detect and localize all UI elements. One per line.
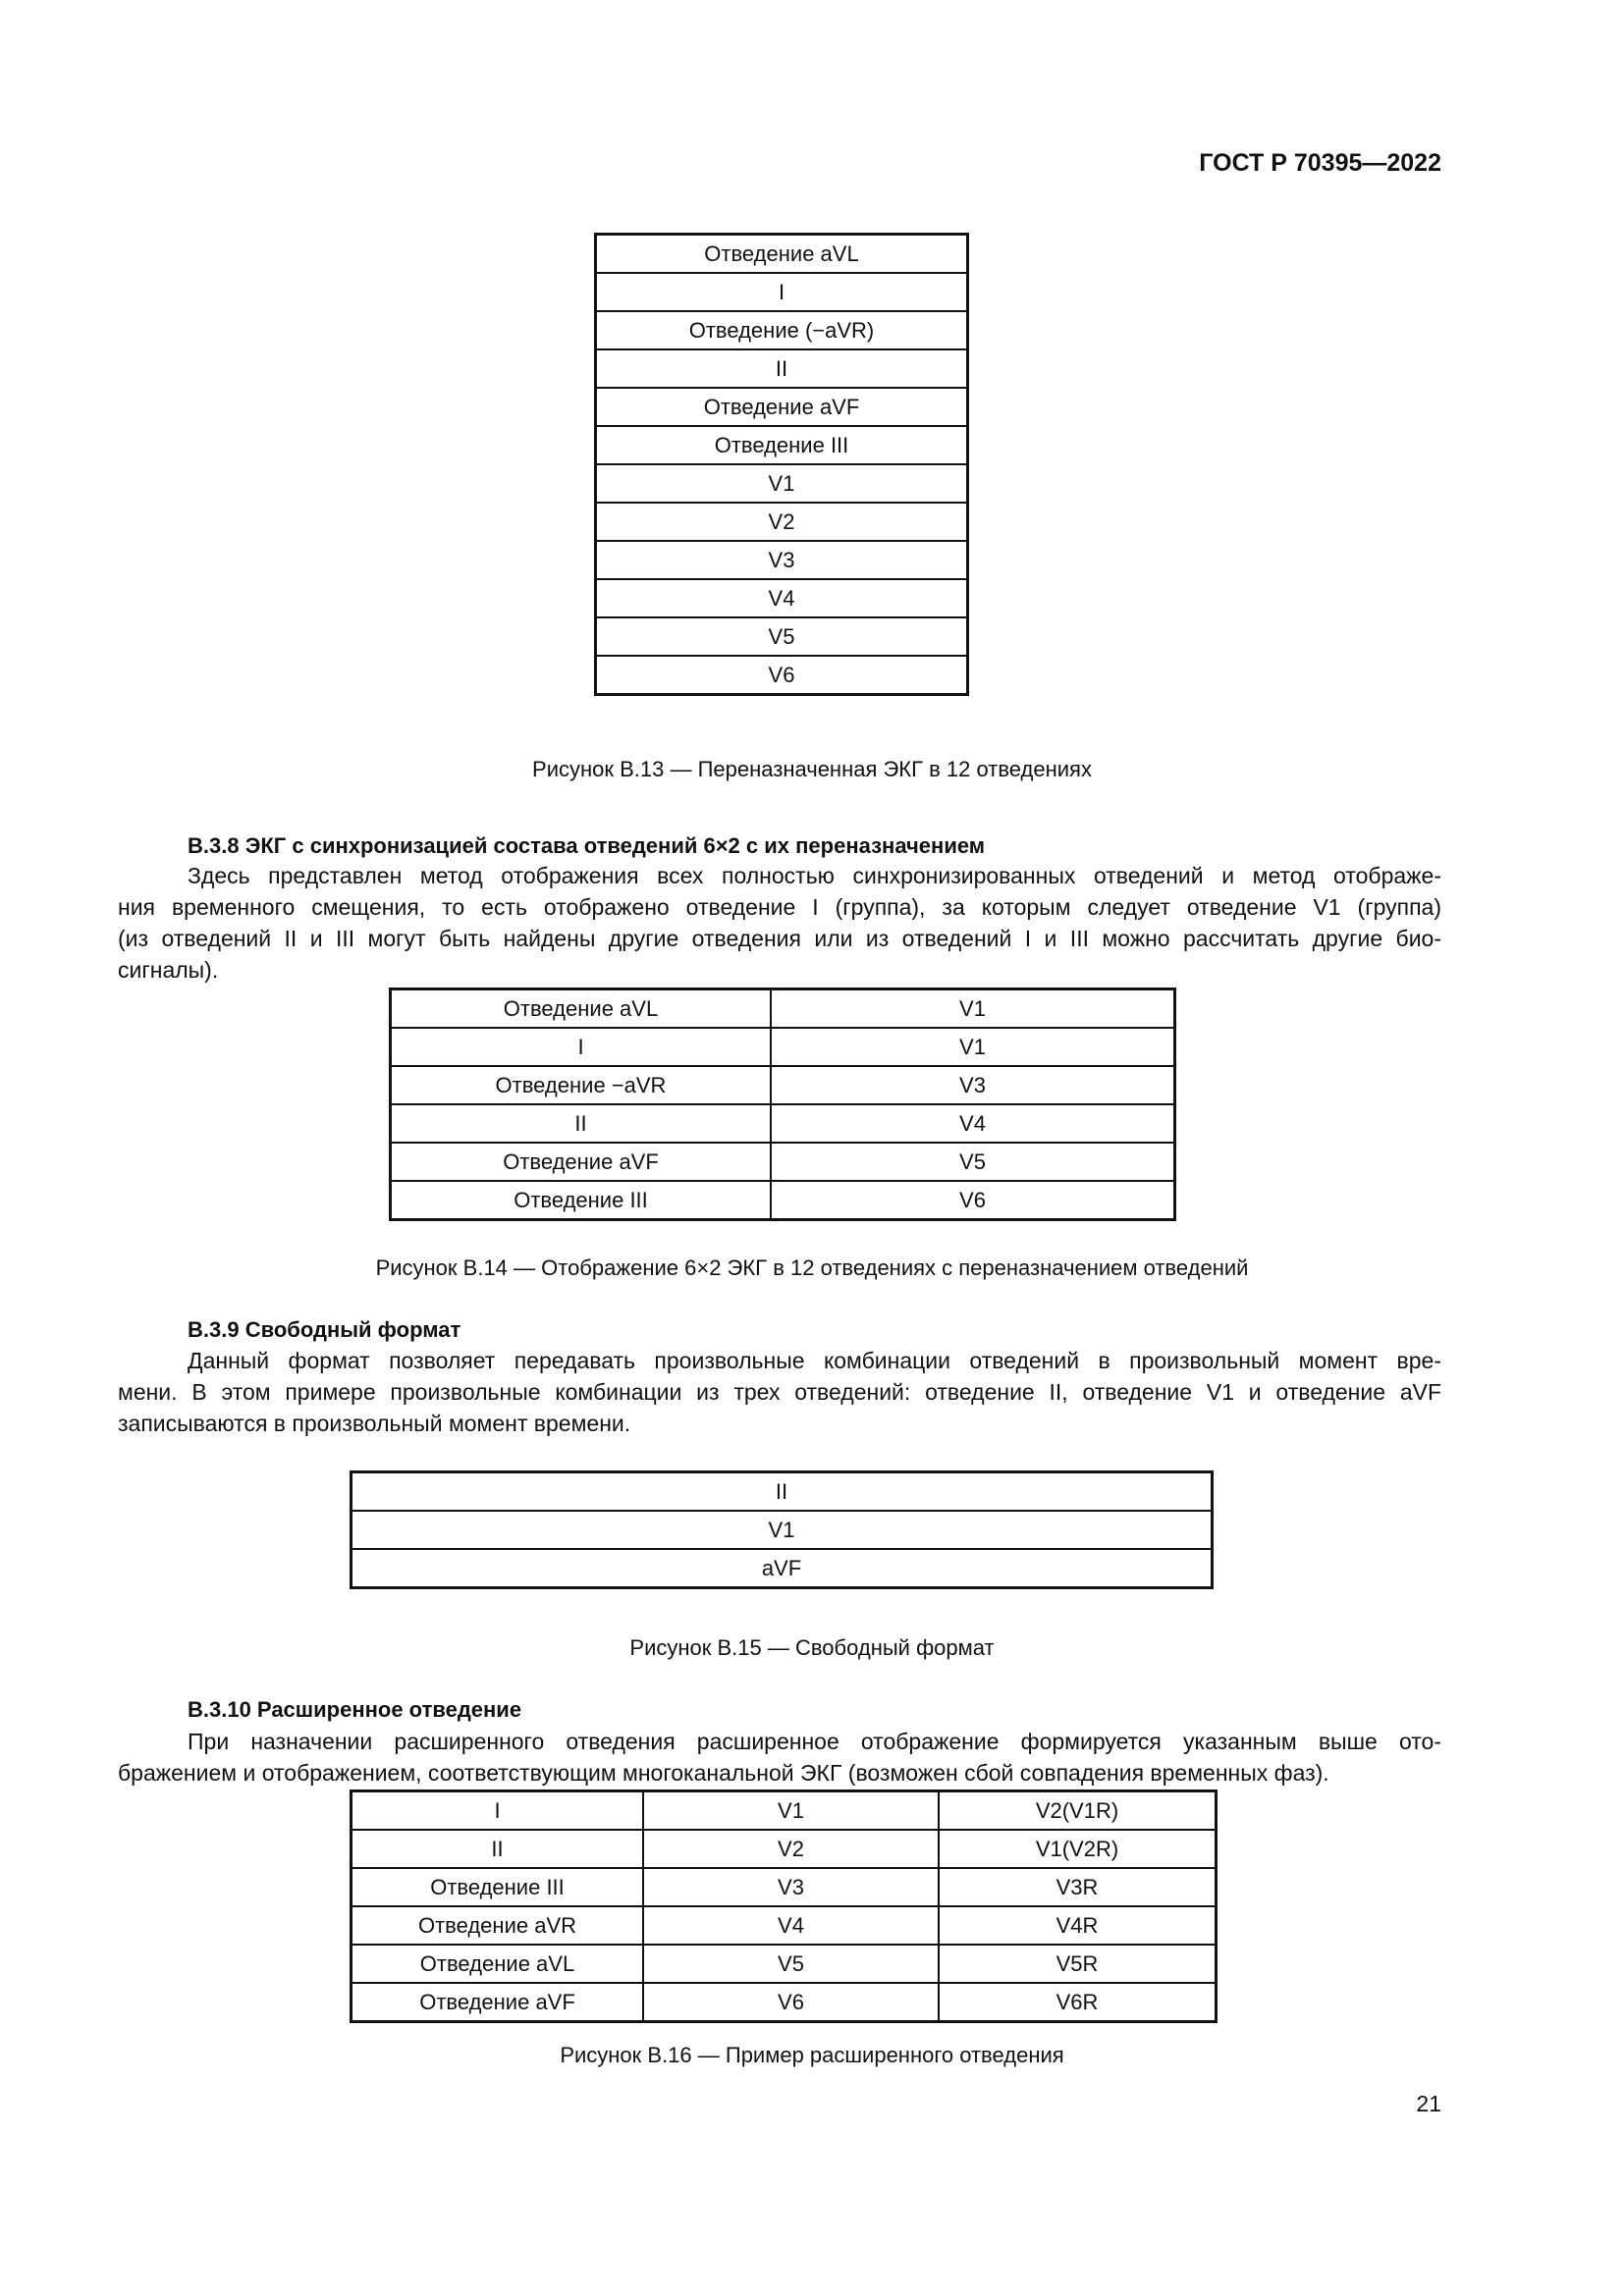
table-cell: V4 <box>643 1906 939 1945</box>
table-row <box>596 273 968 311</box>
paragraph-line: Здесь представлен метод отображения всех полностью синхронизированных отведений и метод отображе- <box>188 863 1441 888</box>
table-cell: Отведение aVR <box>352 1906 644 1945</box>
paragraph-line: (из отведений II и III могут быть найдены другие отведения или из отведений I и III можно рассчитать другие био- <box>118 926 1441 951</box>
table-cell: V2(V1R) <box>939 1791 1217 1831</box>
table-cell: V1 <box>352 1511 1213 1549</box>
table-row <box>391 1181 1175 1220</box>
table-cell: V6 <box>643 1983 939 2022</box>
table-row <box>596 311 968 349</box>
table-row <box>352 1791 1217 1831</box>
table-cell: I <box>352 1791 644 1831</box>
table-row <box>352 1549 1213 1588</box>
table-cell: V1 <box>596 464 968 503</box>
table-row <box>352 1945 1217 1983</box>
figure-b16-table <box>350 1789 1218 2023</box>
table-cell: V5 <box>771 1143 1175 1181</box>
table-cell: V5R <box>939 1945 1217 1983</box>
table-row <box>352 1868 1217 1906</box>
table-cell: Отведение aVF <box>352 1983 644 2022</box>
table-cell: Отведение −aVR <box>391 1066 772 1104</box>
table-cell: Отведение aVL <box>596 235 968 274</box>
table-cell: I <box>391 1028 772 1066</box>
table-row <box>596 656 968 695</box>
table-cell: V1 <box>771 1028 1175 1066</box>
table-cell: Отведение III <box>596 426 968 464</box>
table-cell: V2 <box>596 503 968 541</box>
paragraph-b310 <box>118 1726 1441 1789</box>
table-row <box>596 503 968 541</box>
table-row <box>391 1028 1175 1066</box>
table-cell: V2 <box>643 1830 939 1868</box>
table-row <box>352 1983 1217 2022</box>
table-row <box>391 1104 1175 1143</box>
table-cell: V3 <box>643 1868 939 1906</box>
paragraph-b39 <box>118 1345 1441 1439</box>
table-cell: V1 <box>643 1791 939 1831</box>
table-cell: II <box>391 1104 772 1143</box>
table-cell: I <box>596 273 968 311</box>
caption-b14: Рисунок В.14 — Отображение 6×2 ЭКГ в 12 отведениях с переназначением отведений <box>375 1255 1249 1280</box>
table-row <box>596 235 968 274</box>
paragraph-line: ния временного смещения, то есть отображено отведение I (группа), за которым следует отведение V1 (группа) <box>118 894 1441 920</box>
table-cell: V4 <box>771 1104 1175 1143</box>
paragraph-line: бражением и отображением, соответствующим многоканальной ЭКГ (возможен сбой совпадения временных фаз). <box>118 1760 1329 1786</box>
table-row <box>596 388 968 426</box>
document-id-header: ГОСТ Р 70395—2022 <box>1199 149 1441 177</box>
table-row <box>352 1511 1213 1549</box>
table-cell: V4R <box>939 1906 1217 1945</box>
table-cell: V3 <box>596 541 968 579</box>
table-cell: II <box>352 1830 644 1868</box>
table-cell: V6 <box>596 656 968 695</box>
table-cell: Отведение III <box>391 1181 772 1220</box>
paragraph-b38 <box>118 860 1441 986</box>
table-cell: V5 <box>596 617 968 656</box>
table-row <box>352 1830 1217 1868</box>
table-cell: V4 <box>596 579 968 617</box>
table-row <box>391 1066 1175 1104</box>
table-cell: Отведение aVF <box>596 388 968 426</box>
table-cell: Отведение aVL <box>391 989 772 1029</box>
table-cell: Отведение III <box>352 1868 644 1906</box>
table-cell: V1(V2R) <box>939 1830 1217 1868</box>
figure-b13-table <box>594 233 969 696</box>
table-cell: II <box>596 349 968 388</box>
table-row <box>352 1906 1217 1945</box>
caption-b16: Рисунок В.16 — Пример расширенного отведения <box>560 2043 1064 2067</box>
section-heading-b38: В.3.8 ЭКГ с синхронизацией состава отведений 6×2 с их переназначением <box>188 833 986 858</box>
page-number: 21 <box>1416 2091 1441 2116</box>
section-heading-b310: В.3.10 Расширенное отведение <box>188 1697 522 1722</box>
table-row <box>596 541 968 579</box>
table-row <box>596 579 968 617</box>
table-row <box>596 426 968 464</box>
paragraph-line: сигналы). <box>118 957 219 983</box>
paragraph-line: мени. В этом примере произвольные комбинации из трех отведений: отведение II, отведение V1 и отведение aVF <box>118 1379 1441 1405</box>
paragraph-line: записываются в произвольный момент времени. <box>118 1411 631 1436</box>
table-row <box>352 1472 1213 1512</box>
table-cell: V1 <box>771 989 1175 1029</box>
table-cell: Отведение (−aVR) <box>596 311 968 349</box>
table-row <box>596 617 968 656</box>
section-heading-b39: В.3.9 Свободный формат <box>188 1317 461 1342</box>
table-cell: V3 <box>771 1066 1175 1104</box>
caption-b15: Рисунок В.15 — Свободный формат <box>629 1635 995 1660</box>
table-cell: II <box>352 1472 1213 1512</box>
table-cell: V3R <box>939 1868 1217 1906</box>
table-cell: V6 <box>771 1181 1175 1220</box>
figure-b15-table <box>350 1470 1214 1589</box>
paragraph-line: Данный формат позволяет передавать произвольные комбинации отведений в произвольный момент вре- <box>188 1348 1441 1373</box>
caption-b13: Рисунок В.13 — Переназначенная ЭКГ в 12 отведениях <box>532 757 1092 781</box>
table-cell: Отведение aVL <box>352 1945 644 1983</box>
paragraph-line: При назначении расширенного отведения расширенное отображение формируется указанным выше ото- <box>188 1729 1441 1754</box>
table-cell: V5 <box>643 1945 939 1983</box>
table-cell: aVF <box>352 1549 1213 1588</box>
table-row <box>596 464 968 503</box>
table-cell: Отведение aVF <box>391 1143 772 1181</box>
table-cell: V6R <box>939 1983 1217 2022</box>
table-row <box>391 1143 1175 1181</box>
table-row <box>391 989 1175 1029</box>
table-row <box>596 349 968 388</box>
figure-b14-table <box>389 988 1176 1221</box>
